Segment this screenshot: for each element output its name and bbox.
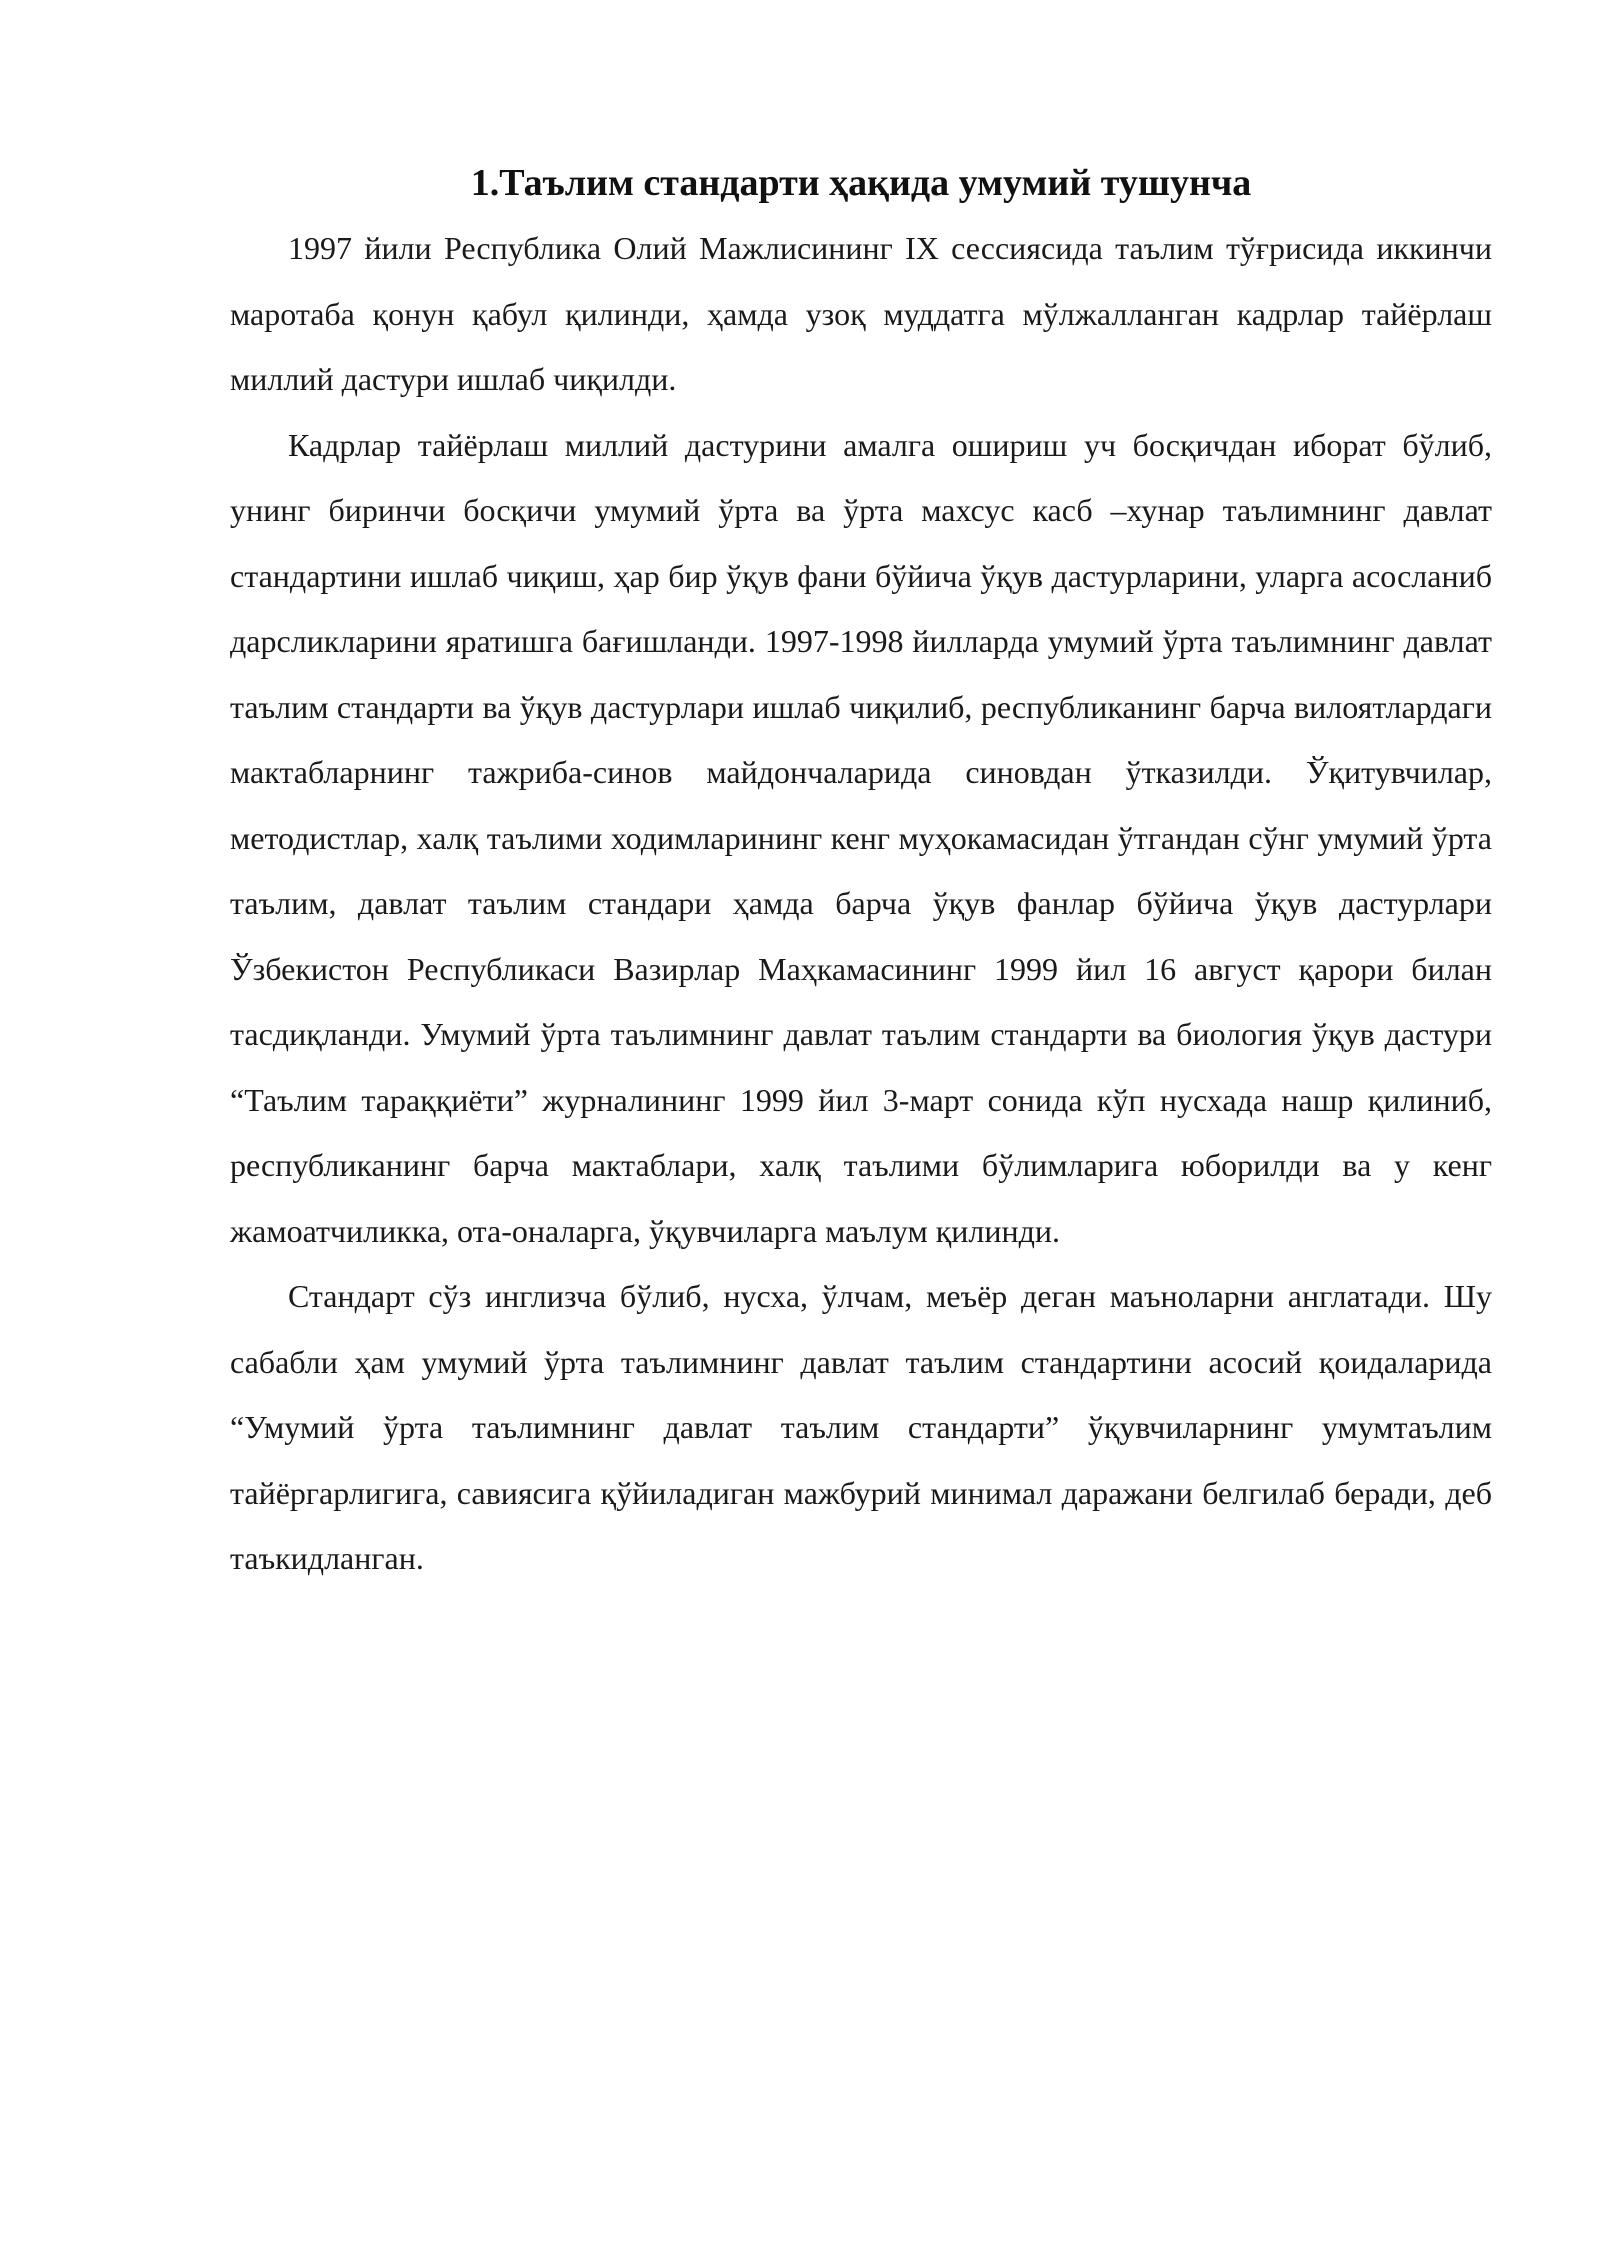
paragraph-2: Кадрлар тайёрлаш миллий дастурини амалга ошириш уч босқичдан иборат бўлиб, унинг биринчи босқичи умумий ўрта ва ўрта махсус касб –хунар таълимнинг давлат стандартини ишлаб чиқиш, ҳар бир ўқув фани бўйича ўқув дастурларини, уларга асосланиб дарсликларини яратишга бағишланди. 1997-1998 йилларда умумий ўрта таълимнинг давлат таълим стандарти ва ўқув дастурлари ишлаб чиқилиб, республиканинг барча вилоятлардаги мактабларнинг тажриба-синов майдончаларида синовдан ўтказилди. Ўқитувчилар, методистлар, халқ таълими ходимларининг кенг муҳокамасидан ўтгандан сўнг умумий ўрта таълим, давлат таълим стандари ҳамда барча ўқув фанлар бўйича ўқув дастурлари Ўзбекистон Республикаси Вазирлар Маҳкамасининг 1999 йил 16 август қарори билан тасдиқланди. Умумий ўрта таълимнинг давлат таълим стандарти ва биология ўқув дастури “Таълим тараққиёти” журналининг 1999 йил 3-март сонида кўп нусхада нашр қилиниб, республиканинг барча мактаблари, халқ таълими бўлимларига юборилди ва у кенг жамоатчиликка, ота-оналарга, ўқувчиларга маълум қилинди. bbox=[230, 426, 1492, 1249]
document-title: 1.Таълим стандарти ҳақида умумий тушунча bbox=[470, 162, 1252, 204]
document-body bbox=[230, 150, 1492, 1592]
paragraph-3: Стандарт сўз инглизча бўлиб, нусха, ўлчам, меъёр деган маънoларни англатади. Шу сабабли ҳам умумий ўрта таълимнинг давлат таълим стандартини асосий қоидаларида “Умумий ўрта таълимнинг давлат таълим стандарти” ўқувчиларнинг умумтаълим тайёргарлигига, савиясига қўйиладиган мажбурий минимал даражани белгилаб беради, деб таъкидланган. bbox=[230, 1278, 1492, 1576]
paragraph-1: 1997 йили Республика Олий Мажлисининг IX сессиясида таълим тўғрисида иккинчи маротаба қонун қабул қилинди, ҳамда узоқ муддатга мўлжалланган кадрлар тайёрлаш миллий дастури ишлаб чиқилди. bbox=[230, 230, 1492, 397]
